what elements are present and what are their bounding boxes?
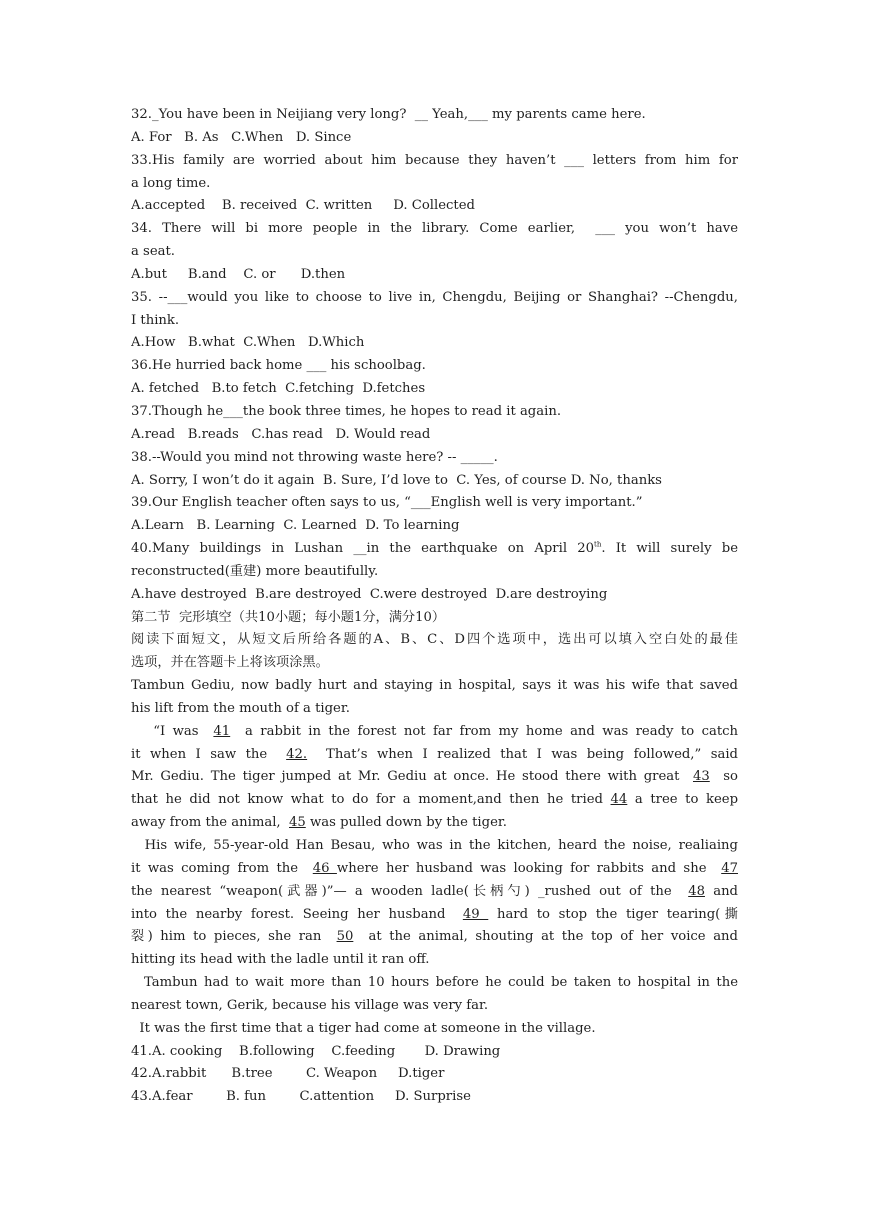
- text-segment: . It will surely be: [601, 541, 738, 557]
- text-segment: 40.Many buildings in Lushan __in the earthquake on April 20: [131, 541, 595, 557]
- text-segment: 42.A.rabbit B.tree C. Weapon D.tiger: [131, 1066, 445, 1082]
- text-line: [131, 766, 738, 789]
- exam-page: [131, 104, 738, 1109]
- text-segment: his lift from the mouth of a tiger.: [131, 700, 350, 716]
- text-segment: A.read B.reads C.has read D. Would read: [131, 426, 431, 442]
- text-line: [131, 127, 738, 150]
- text-segment: 37.Though he___the book three times, he hopes to read it again.: [131, 403, 562, 419]
- text-line: [131, 173, 738, 196]
- text-line: [131, 629, 738, 652]
- text-line: [131, 584, 738, 607]
- text-line: [131, 355, 738, 378]
- text-segment: Tambun had to wait more than 10 hours before he could be taken to hospital in the: [131, 975, 738, 991]
- text-segment: It was the first time that a tiger had come at someone in the village.: [131, 1020, 596, 1036]
- text-line: [131, 332, 738, 355]
- text-segment: A.How B.what C.When D.Which: [131, 335, 365, 351]
- text-segment: 36.He hurried back home ___ his schoolbag.: [131, 358, 426, 374]
- text-segment: 41.A. cooking B.following C.feeding D. Drawing: [131, 1043, 501, 1059]
- text-line: [131, 607, 738, 630]
- text-segment: A.accepted B. received C. written D. Collected: [131, 198, 475, 214]
- text-segment: 第二节 完形填空（共10小题；每小题1分，满分10）: [131, 609, 446, 625]
- text-segment: a seat.: [131, 244, 175, 260]
- text-segment: I think.: [131, 312, 180, 328]
- text-line: [131, 150, 738, 173]
- text-line: [131, 492, 738, 515]
- blank-number: 44: [610, 792, 628, 808]
- text-segment: and: [704, 883, 738, 899]
- text-segment: A. fetched B.to fetch C.fetching D.fetches: [131, 381, 426, 397]
- text-segment: a rabbit in the forest not far from my home and was ready to catch: [230, 723, 738, 739]
- text-segment: nearest town, Gerik, because his village was very far.: [131, 997, 489, 1013]
- text-segment: His wife, 55-year-old Han Besau, who was in the kitchen, heard the noise, realiaing: [131, 838, 738, 853]
- text-line: [131, 675, 738, 698]
- text-segment: A. For B. As C.When D. Since: [131, 129, 352, 145]
- text-line: [131, 104, 738, 127]
- text-segment: 43.A.fear B. fun C.attention D. Surprise: [131, 1089, 471, 1105]
- text-segment: reconstructed(重建) more beautifully.: [131, 563, 379, 579]
- text-line: [131, 721, 738, 744]
- text-line: [131, 904, 738, 927]
- text-line: [131, 378, 738, 401]
- text-segment: A.but B.and C. or D.then: [131, 266, 346, 282]
- text-segment: Mr. Gediu. The tiger jumped at Mr. Gediu at once. He stood there with great: [131, 769, 693, 785]
- text-segment: That’s when I realized that I was being followed,” said: [307, 746, 738, 762]
- text-segment: at the animal, shouting at the top of her voice and: [353, 929, 738, 945]
- text-segment: Tambun Gediu, now badly hurt and staying in hospital, says it was his wife that saved: [131, 678, 738, 694]
- text-segment: 39.Our English teacher often says to us, “___English well is very important.”: [131, 495, 643, 511]
- text-line: [131, 1063, 738, 1086]
- text-segment: 32._You have been in Neijiang very long? __ Yeah,___ my parents came here.: [131, 107, 646, 122]
- text-segment: 选项，并在答题卡上将该项涂黑。: [131, 655, 329, 671]
- text-line: [131, 310, 738, 333]
- superscript: th: [594, 540, 602, 549]
- text-line: [131, 835, 738, 858]
- text-segment: hard to stop the tiger tearing(撕: [488, 906, 738, 922]
- text-segment: 34. There will bi more people in the library. Come earlier, ___ you won’t have: [131, 221, 738, 237]
- text-line: [131, 881, 738, 904]
- text-line: [131, 926, 738, 949]
- text-line: [131, 538, 738, 561]
- text-segment: away from the animal,: [131, 815, 289, 831]
- text-segment: a long time.: [131, 175, 211, 191]
- text-line: [131, 1041, 738, 1064]
- text-segment: it was coming from the: [131, 860, 313, 876]
- text-segment: 33.His family are worried about him because they haven’t ___ letters from him for: [131, 152, 738, 168]
- text-line: [131, 995, 738, 1018]
- text-segment: where her husband was looking for rabbits and she: [336, 860, 722, 876]
- text-line: [131, 789, 738, 812]
- text-line: [131, 1086, 738, 1109]
- text-line: [131, 264, 738, 287]
- text-segment: into the nearby forest. Seeing her husband: [131, 906, 463, 922]
- text-segment: it when I saw the: [131, 746, 287, 762]
- text-segment: A.Learn B. Learning C. Learned D. To learning: [131, 518, 460, 534]
- blank-number: 50: [336, 929, 354, 945]
- text-line: [131, 561, 738, 584]
- text-line: [131, 652, 738, 675]
- text-segment: a tree to keep: [627, 792, 738, 808]
- text-line: [131, 812, 738, 835]
- text-segment: 裂) him to pieces, she ran: [131, 929, 337, 945]
- text-segment: 阅读下面短文，从短文后所给各题的A、B、C、D四个选项中，选出可以填入空白处的最佳: [131, 632, 738, 648]
- text-line: [131, 698, 738, 721]
- text-line: [131, 972, 738, 995]
- text-segment: 38.--Would you mind not throwing waste here? -- _____.: [131, 449, 498, 465]
- text-line: [131, 218, 738, 241]
- blank-number: 42.: [286, 746, 308, 762]
- text-line: [131, 470, 738, 493]
- blank-number: 49: [462, 906, 489, 922]
- text-line: [131, 949, 738, 972]
- text-segment: 35. --___would you like to choose to live in, Chengdu, Beijing or Shanghai? --Chengdu,: [131, 289, 738, 305]
- text-segment: A.have destroyed B.are destroyed C.were destroyed D.are destroying: [131, 586, 608, 602]
- text-segment: was pulled down by the tiger.: [305, 815, 507, 831]
- text-line: [131, 241, 738, 264]
- text-line: [131, 287, 738, 310]
- text-line: [131, 401, 738, 424]
- question-text: [131, 104, 738, 1109]
- text-line: [131, 1018, 738, 1041]
- blank-number: 43: [692, 769, 710, 785]
- blank-number: 47: [721, 860, 738, 876]
- text-segment: that he did not know what to do for a moment,and then he tried: [131, 792, 611, 808]
- text-segment: hitting its head with the ladle until it ran off.: [131, 952, 430, 968]
- text-line: [131, 858, 738, 881]
- text-segment: the nearest “weapon(武器)”— a wooden ladle(长柄勺) _rushed out of the: [131, 883, 689, 899]
- text-segment: “I was: [131, 723, 214, 739]
- blank-number: 41: [213, 723, 231, 739]
- text-line: [131, 195, 738, 218]
- text-segment: so: [709, 769, 738, 785]
- text-line: [131, 744, 738, 767]
- text-line: [131, 424, 738, 447]
- blank-number: 45: [289, 815, 306, 831]
- text-segment: A. Sorry, I won’t do it again B. Sure, I’d love to C. Yes, of course D. No, thanks: [131, 472, 662, 488]
- text-line: [131, 515, 738, 538]
- blank-number: 48: [688, 883, 705, 899]
- text-line: [131, 447, 738, 470]
- blank-number: 46: [312, 860, 337, 876]
